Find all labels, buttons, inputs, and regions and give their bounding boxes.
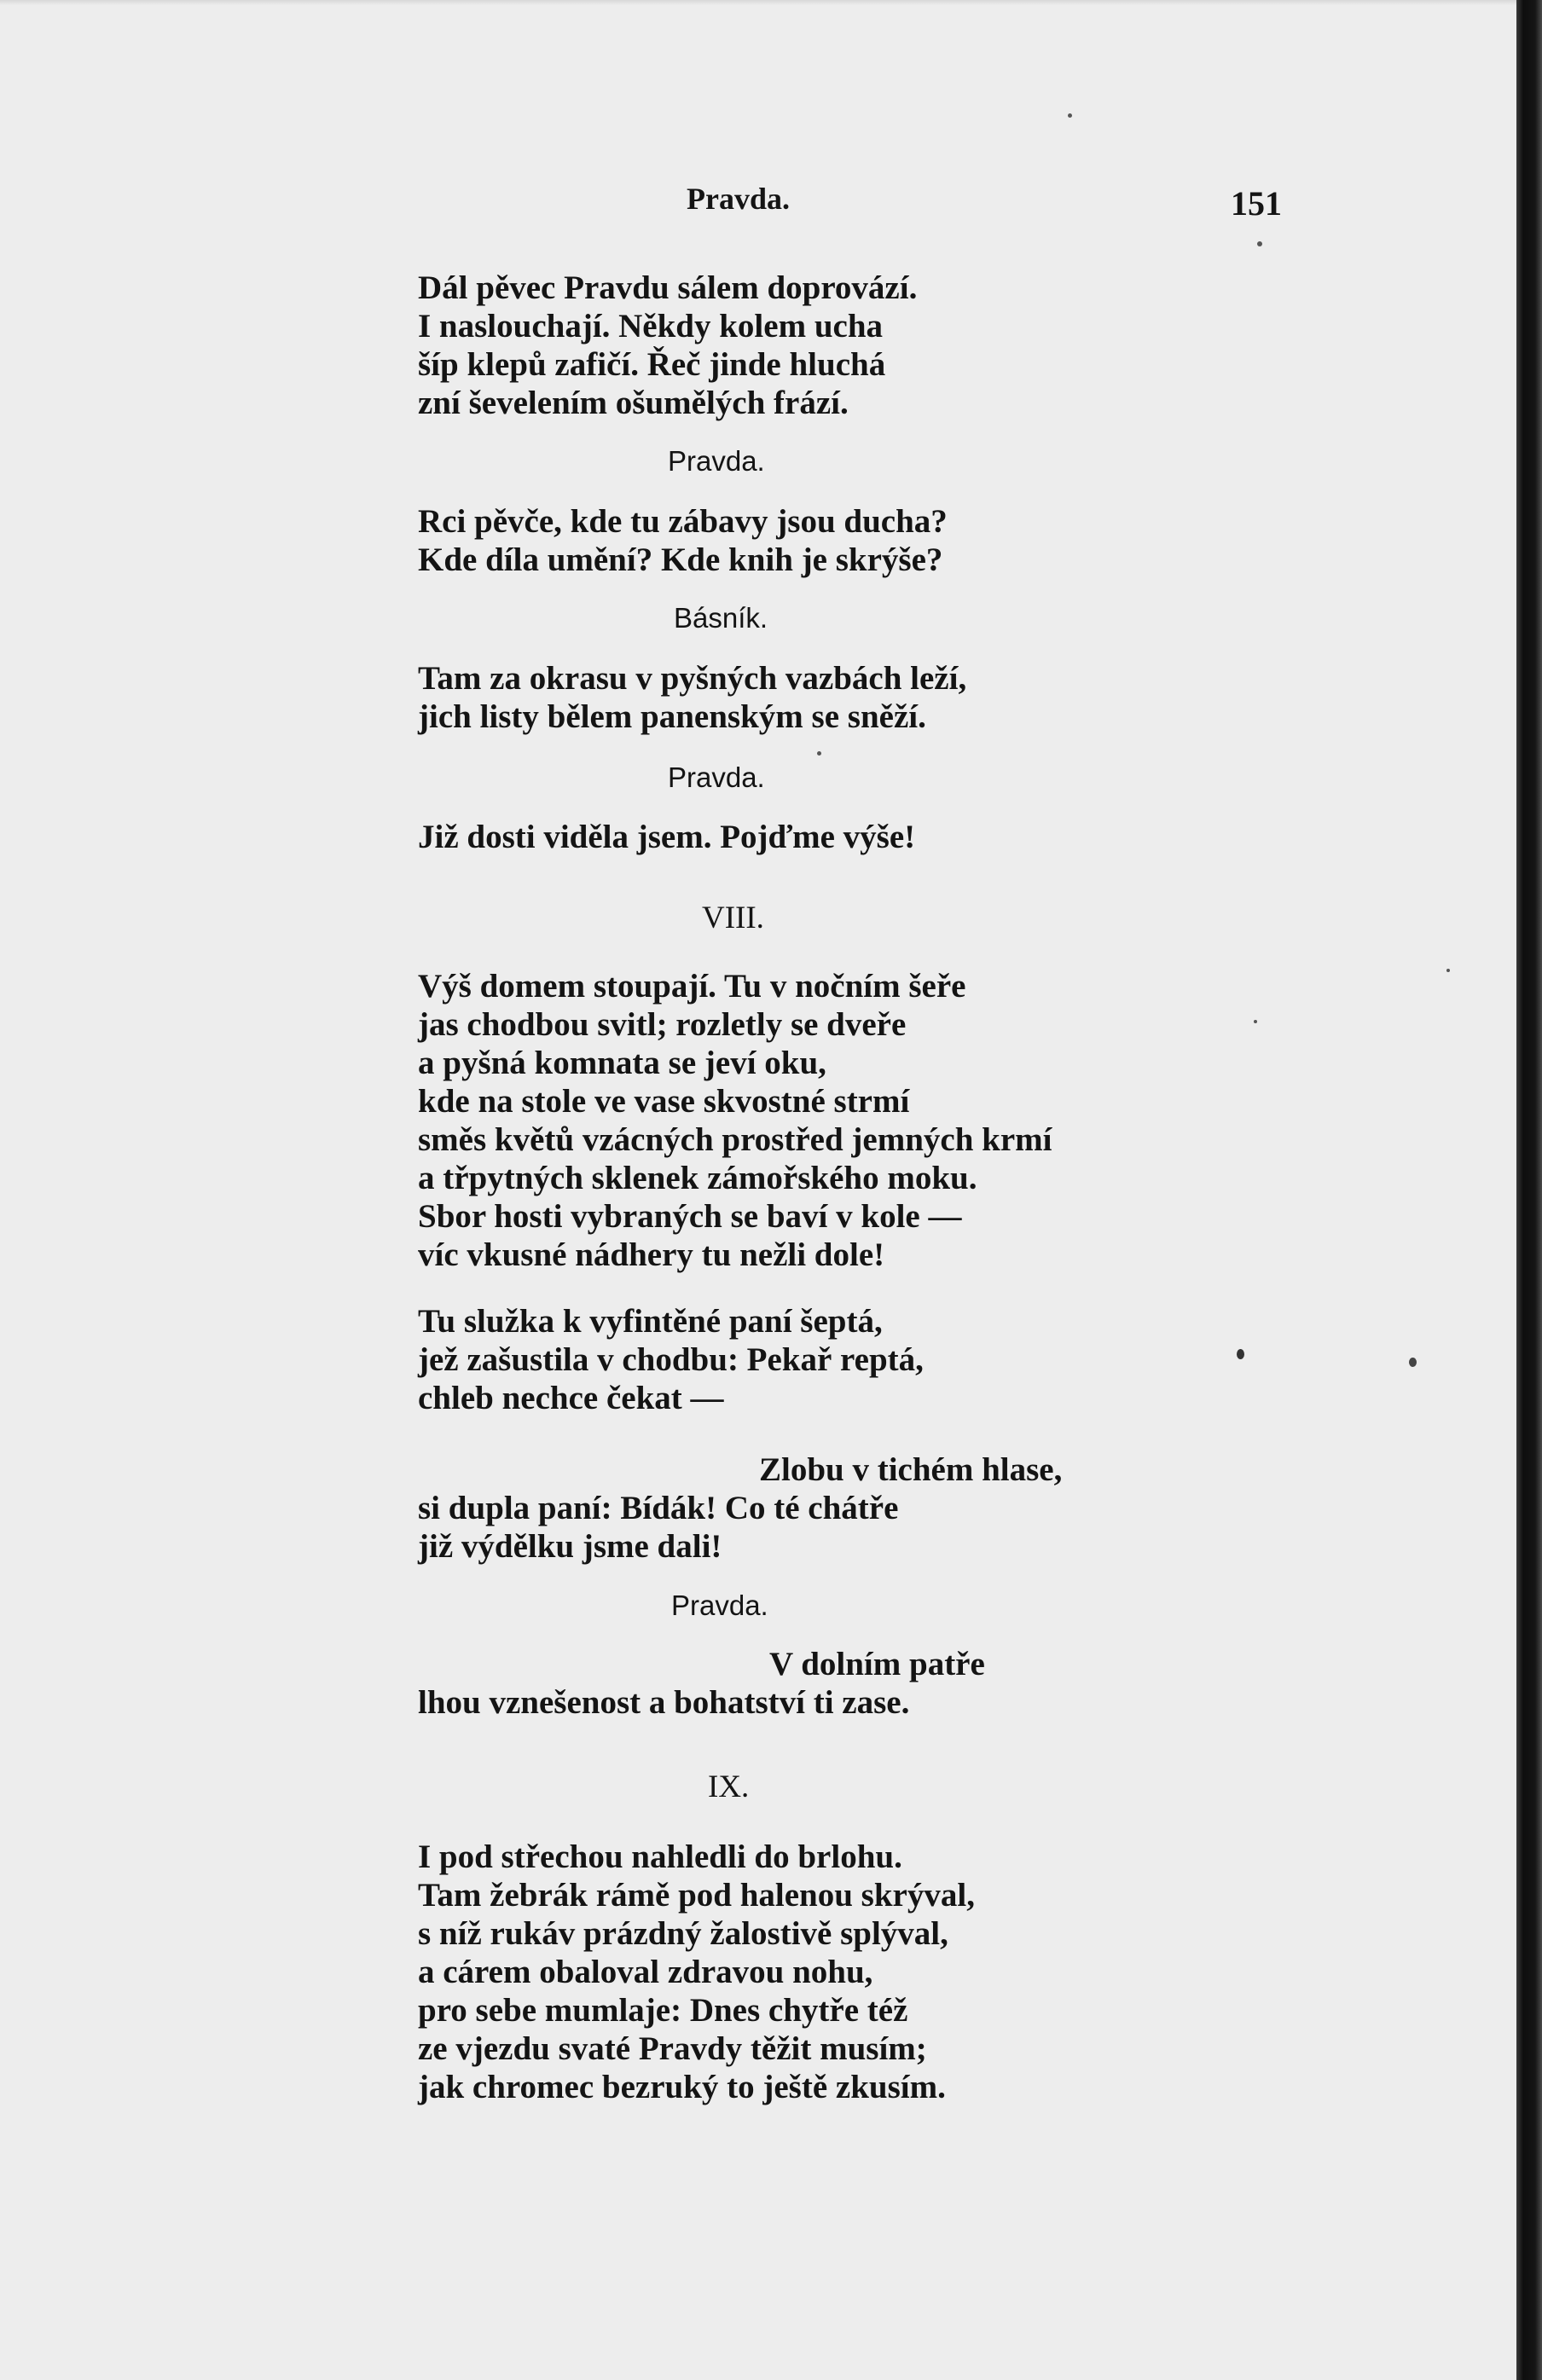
verse-line: s níž rukáv prázdný žalostivě splýval,	[418, 1915, 948, 1952]
verse-line: Již dosti viděla jsem. Pojďme výše!	[418, 819, 916, 855]
verse-line: Tam žebrák rámě pod halenou skrýval,	[418, 1877, 975, 1914]
page-binding-edge	[1516, 0, 1542, 2380]
verse-line: jich listy bělem panenským se sněží.	[418, 698, 926, 735]
verse-line: jas chodbou svitl; rozletly se dveře	[418, 1006, 907, 1043]
verse-line: Zlobu v tichém hlase,	[759, 1451, 1063, 1488]
verse-line: Sbor hosti vybraných se baví v kole —	[418, 1198, 962, 1235]
speaker-label: Básník.	[674, 602, 768, 634]
section-heading: VIII.	[702, 900, 764, 935]
verse-line: kde na stole ve vase skvostné strmí	[418, 1083, 910, 1120]
verse-line: I naslouchají. Někdy kolem ucha	[418, 308, 884, 345]
scan-speck	[1254, 1020, 1257, 1023]
speaker-label: Pravda.	[668, 445, 765, 477]
verse-line: zní ševelením ošumělých frází.	[418, 385, 849, 421]
verse-line: a cárem obaloval zdravou nohu,	[418, 1954, 873, 1990]
verse-line: Kde díla umění? Kde knih je skrýše?	[418, 541, 943, 578]
scan-speck	[817, 751, 821, 756]
verse-line: Výš domem stoupají. Tu v nočním šeře	[418, 968, 966, 1005]
page-top-edge	[0, 0, 1516, 5]
verse-line: směs květů vzácných prostřed jemných krmí	[418, 1121, 1052, 1158]
verse-line: již výdělku jsme dali!	[418, 1528, 722, 1565]
verse-line: Rci pěvče, kde tu zábavy jsou ducha?	[418, 503, 948, 540]
verse-line: jež zašustila v chodbu: Pekař reptá,	[418, 1341, 924, 1378]
verse-line: Dál pěvec Pravdu sálem doprovází.	[418, 269, 918, 306]
verse-line: pro sebe mumlaje: Dnes chytře též	[418, 1992, 908, 2029]
verse-line: V dolním patře	[769, 1646, 985, 1682]
verse-line: I pod střechou nahledli do brlohu.	[418, 1839, 902, 1875]
speaker-label: Pravda.	[671, 1590, 768, 1621]
verse-line: lhou vznešenost a bohatství ti zase.	[418, 1684, 910, 1721]
verse-line: Tu služka k vyfintěné paní šeptá,	[418, 1303, 883, 1340]
scan-speck	[1446, 969, 1450, 972]
scan-speck	[1068, 113, 1072, 118]
scan-speck	[1237, 1349, 1244, 1359]
verse-line: si dupla paní: Bídák! Co té chátře	[418, 1490, 899, 1526]
verse-line: šíp klepů zafičí. Řeč jinde hluchá	[418, 346, 886, 383]
verse-line: chleb nechce čekat —	[418, 1380, 724, 1416]
scan-speck	[1257, 241, 1262, 246]
verse-line: jak chromec bezruký to ještě zkusím.	[418, 2069, 946, 2105]
scan-speck	[1409, 1358, 1417, 1367]
verse-line: a pyšná komnata se jeví oku,	[418, 1045, 826, 1081]
speaker-label: Pravda.	[668, 761, 765, 793]
verse-line: víc vkusné nádhery tu nežli dole!	[418, 1236, 885, 1273]
verse-line: a třpytných sklenek zámořského moku.	[418, 1160, 977, 1196]
section-heading: IX.	[708, 1769, 750, 1804]
page-number: 151	[1231, 184, 1282, 223]
verse-line: Tam za okrasu v pyšných vazbách leží,	[418, 660, 967, 697]
verse-line: ze vjezdu svaté Pravdy těžit musím;	[418, 2030, 927, 2067]
running-head: Pravda.	[687, 182, 790, 216]
